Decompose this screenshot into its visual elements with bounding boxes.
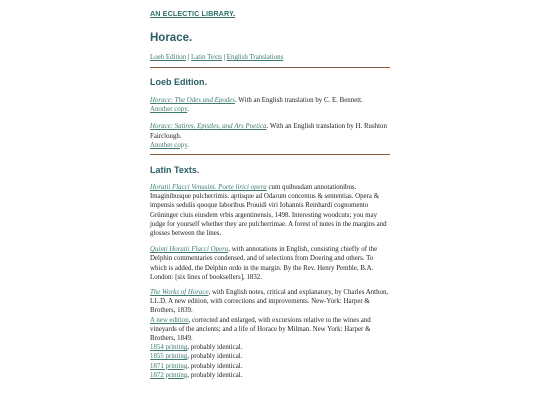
book-entry: Quinti Horatii Flacci Opera, with annotations in English, consisting chiefly of the Delphin commentaries condensed, and of selections from Doering and others. To which is added, the Delphin ordo in the margin. By the Rev. Henry Pemble, B.A. London: [six lines of booksellers], 1832. xyxy=(150,246,378,281)
section-heading-loeb: Loeb Edition. xyxy=(150,77,207,87)
site-title: AN ECLECTIC LIBRARY xyxy=(150,9,234,18)
toc-separator: | xyxy=(186,54,191,61)
another-copy-link[interactable]: Another copy xyxy=(150,141,188,149)
book-title-link[interactable]: Horace: Satires, Epistles, and Ars Poetica xyxy=(150,123,267,131)
book-title-link[interactable]: Quinti Horatii Flacci Opera xyxy=(150,246,229,254)
toc-link-english[interactable]: English Translations xyxy=(226,54,284,61)
book-title-link[interactable]: The Works of Horace xyxy=(150,289,209,297)
printing-link[interactable]: 1872 printing xyxy=(150,371,188,379)
printing-link[interactable]: 1855 printing xyxy=(150,353,188,361)
page-title: Horace. xyxy=(150,32,193,44)
new-edition-link[interactable]: A new edition xyxy=(150,316,189,324)
another-copy-link[interactable]: Another copy xyxy=(150,106,188,114)
book-entry: The Works of Horace, with English notes, critical and explanatory, by Charles Anthon, LL.D. A new edition, with corrections and improvements. New-York: Harper & Brothers, 1839. A new edition, corrected and enlarged, with excursions relative to the wines and vineyards of the ancients; and a life of Horace by Milman. New York: Harper & Brothers, 1849. 1854 printing, probably identical. 1855 printing, probably identical. 1871 printing, probably identical. 1872 printing, probably identical. xyxy=(150,289,389,379)
site-title-link[interactable] xyxy=(150,9,390,18)
book-entry: Horace: Satires, Epistles, and Ars Poetica. With an English translation by H. Rushton Fairclough. Another copy. xyxy=(150,123,387,149)
section-heading-latin: Latin Texts. xyxy=(150,165,200,176)
printing-link[interactable]: 1871 printing xyxy=(150,362,188,370)
book-title-link[interactable]: Horatii Flacci Venusini. Poete lirici opera xyxy=(150,184,267,192)
site-title-suffix: . xyxy=(233,9,236,18)
section-divider xyxy=(150,154,390,155)
toc-link-loeb[interactable]: Loeb Edition xyxy=(150,54,187,61)
toc-separator: | xyxy=(221,54,227,61)
table-of-contents xyxy=(150,54,390,62)
book-entry: Horace: The Odes and Epodes. With an English translation by C. E. Bennett. Another copy. xyxy=(150,97,363,114)
printing-link[interactable]: 1854 printing xyxy=(150,344,188,352)
book-title-link[interactable]: Horace: The Odes and Epodes xyxy=(150,97,235,104)
toc-link-latin[interactable]: Latin Texts xyxy=(191,54,222,61)
book-entry: Horatii Flacci Venusini. Poete lirici opera cum quibusdam annotationibus. Imaginibusque pulcherrimis. aptisque ad Odarum concentus & sententias. Opera & impensis sedulis quoque laboribus Prouidi viri Iohannis Reinhardi cognomento Grüninger ciuis eiusdem vrbis argentinensis, 1498. Interesting woodcuts; you may judge for yourself whether they are pulcherrimae. A forest of notes in the margins and glosses between the lines. xyxy=(150,184,387,238)
section-divider xyxy=(150,67,390,68)
page-content xyxy=(150,0,390,380)
